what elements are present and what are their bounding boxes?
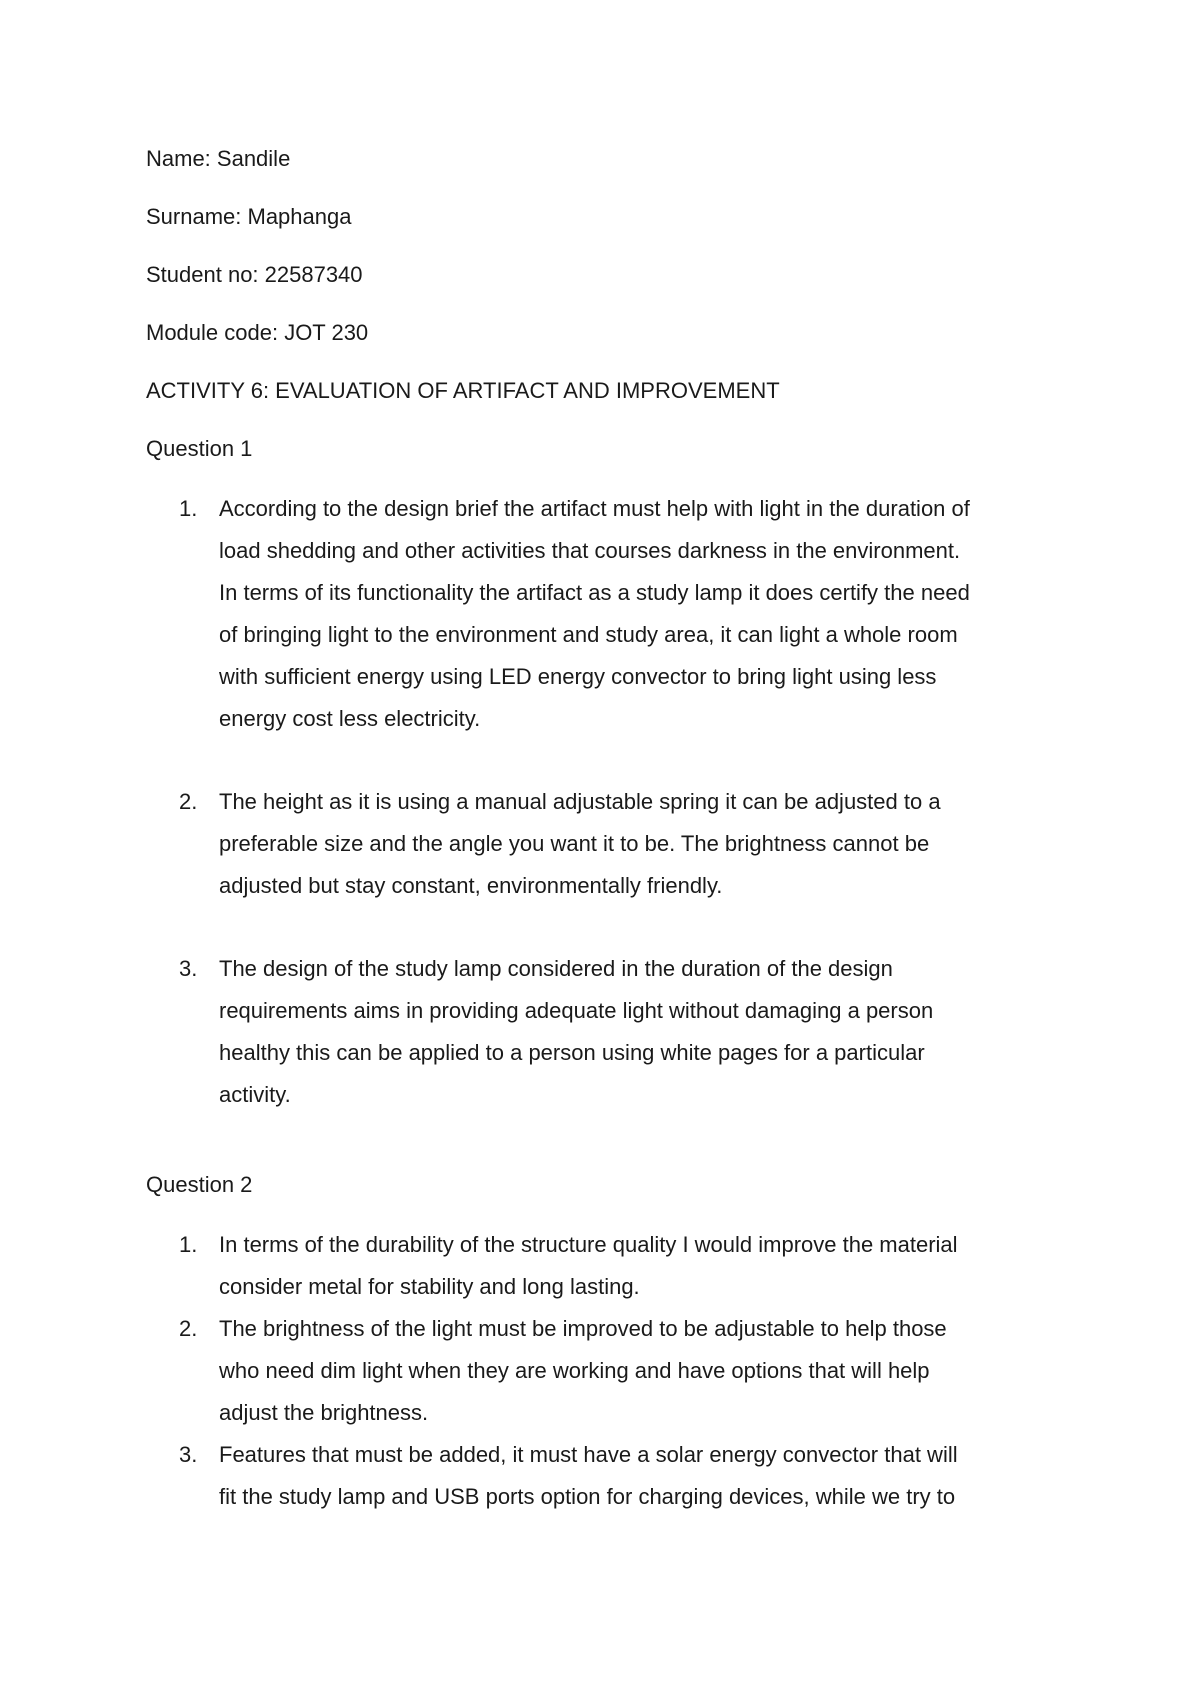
text-line: who need dim light when they are working and have options that will help: [219, 1358, 930, 1383]
text-line: The design of the study lamp considered in the duration of the design: [219, 956, 893, 981]
text-line: In terms of the durability of the structure quality I would improve the material: [219, 1232, 958, 1257]
text-line: According to the design brief the artifact must help with light in the duration of: [219, 496, 970, 521]
list-item-text: [219, 1308, 1099, 1434]
activity-title: ACTIVITY 6: EVALUATION OF ARTIFACT AND IMPROVEMENT: [146, 378, 780, 403]
list-item-text: [219, 948, 1099, 1116]
text-line: requirements aims in providing adequate light without damaging a person: [219, 998, 934, 1023]
text-line: In terms of its functionality the artifact as a study lamp it does certify the need: [219, 580, 970, 605]
text-line: The height as it is using a manual adjustable spring it can be adjusted to a: [219, 789, 941, 814]
text-line: adjusted but stay constant, environmentally friendly.: [219, 873, 723, 898]
list-number: 1.: [179, 496, 198, 521]
list-number: 2.: [179, 1316, 198, 1341]
text-line: adjust the brightness.: [219, 1400, 429, 1425]
list-item-text: [219, 488, 1099, 740]
list-number: 1.: [179, 1232, 198, 1257]
text-line: consider metal for stability and long lasting.: [219, 1274, 640, 1299]
text-line: fit the study lamp and USB ports option for charging devices, while we try to: [219, 1484, 956, 1509]
text-line: Features that must be added, it must have a solar energy convector that will: [219, 1442, 958, 1467]
list-number: 3.: [179, 956, 198, 981]
text-line: healthy this can be applied to a person using white pages for a particular: [219, 1040, 925, 1065]
text-line: load shedding and other activities that courses darkness in the environment.: [219, 538, 961, 563]
text-line: preferable size and the angle you want it to be. The brightness cannot be: [219, 831, 930, 856]
text-line: of bringing light to the environment and study area, it can light a whole room: [219, 622, 958, 647]
list-number: 3.: [179, 1442, 198, 1467]
list-item-text: [219, 1224, 1099, 1308]
question-2-heading: Question 2: [146, 1172, 253, 1197]
student-name: Name: Sandile: [146, 146, 291, 171]
question-1-heading: Question 1: [146, 436, 253, 461]
list-item-text: [219, 781, 1099, 907]
list-number: 2.: [179, 789, 198, 814]
student-number: Student no: 22587340: [146, 262, 363, 287]
text-line: The brightness of the light must be improved to be adjustable to help those: [219, 1316, 947, 1341]
text-line: activity.: [219, 1082, 291, 1107]
student-surname: Surname: Maphanga: [146, 204, 352, 229]
module-code: Module code: JOT 230: [146, 320, 369, 345]
list-item-text: [219, 1434, 1099, 1518]
text-line: with sufficient energy using LED energy convector to bring light using less: [219, 664, 937, 689]
text-line: energy cost less electricity.: [219, 706, 481, 731]
